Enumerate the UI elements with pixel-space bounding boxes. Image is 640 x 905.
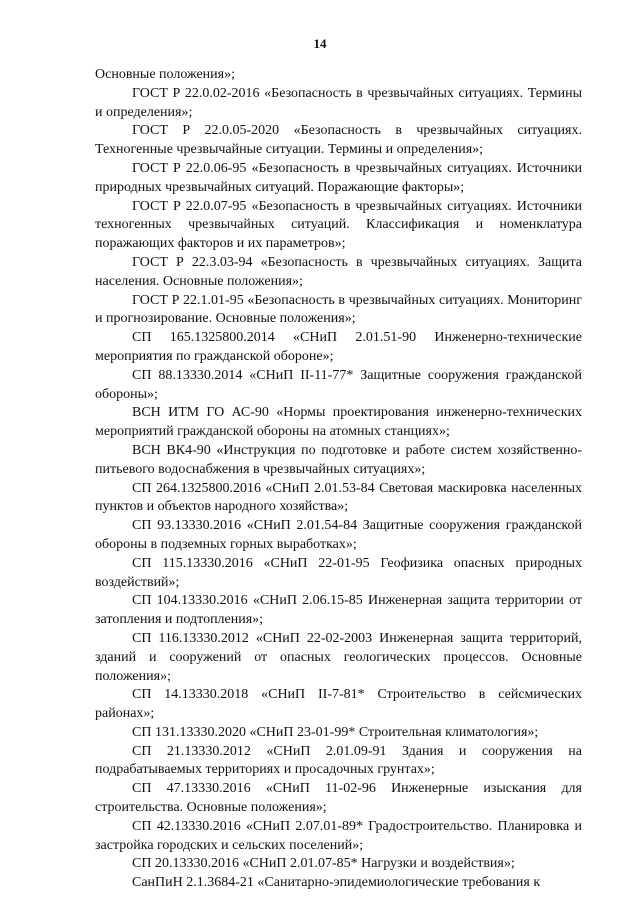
paragraph: СП 93.13330.2016 «СНиП 2.01.54-84 Защитные сооружения гражданской обороны в подземных горных выработках»; xyxy=(95,518,582,552)
paragraph: СП 21.13330.2012 «СНиП 2.01.09-91 Здания и сооружения на подрабатываемых территориях и просадочных грунтах»; xyxy=(95,743,582,778)
paragraph: СП 115.13330.2016 «СНиП 22-01-95 Геофизика опасных природных воздействий»; xyxy=(95,555,582,590)
paragraph: ВСН ВК4-90 «Инструкция по подготовке и работе систем хозяйственно-питьевого водоснабжения в чрезвычайных ситуациях»; xyxy=(95,442,582,477)
paragraph: ГОСТ Р 22.3.03-94 «Безопасность в чрезвычайных ситуациях. Защита населения. Основные положения»; xyxy=(95,254,582,289)
paragraph: СП 104.13330.2016 «СНиП 2.06.15-85 Инженерная защита территории от затопления и подтопления»; xyxy=(95,593,582,628)
paragraph: СП 47.13330.2016 «СНиП 11-02-96 Инженерные изыскания для строительства. Основные положения»; xyxy=(95,781,582,816)
paragraph: ГОСТ Р 22.1.01-95 «Безопасность в чрезвычайных ситуациях. Мониторинг и прогнозирование. Основные положения»; xyxy=(95,292,582,327)
paragraph: СП 20.13330.2016 «СНиП 2.01.07-85* Нагрузки и воздействия»; xyxy=(132,856,515,872)
paragraph: СП 88.13330.2014 «СНиП II-11-77* Защитные сооружения гражданской обороны»; xyxy=(95,367,582,402)
paragraph: ВСН ИТМ ГО АС-90 «Нормы проектирования инженерно-технических мероприятий гражданской обороны на атомных станциях»; xyxy=(95,405,582,440)
paragraph: ГОСТ Р 22.0.06-95 «Безопасность в чрезвычайных ситуациях. Источники природных чрезвычайных ситуаций. Поражающие факторы»; xyxy=(95,160,582,195)
paragraph: СП 264.1325800.2016 «СНиП 2.01.53-84 Световая маскировка населенных пунктов и объектов народного хозяйства»; xyxy=(95,480,582,515)
paragraph: СП 42.13330.2016 «СНиП 2.07.01-89* Градостроительство. Планировка и застройка городских и сельских поселений»; xyxy=(95,818,582,853)
paragraph: СП 116.13330.2012 «СНиП 22-02-2003 Инженерная защита территорий, зданий и сооружений от опасных геологических процессов. Основные положения»; xyxy=(95,630,582,684)
paragraph: СП 131.13330.2020 «СНиП 23-01-99* Строительная климатология»; xyxy=(132,724,539,740)
document-body xyxy=(95,66,582,893)
paragraph: ГОСТ Р 22.0.07-95 «Безопасность в чрезвычайных ситуациях. Источники техногенных чрезвычайных ситуаций. Классификация и номенклатура поражающих факторов и их параметров»; xyxy=(95,198,582,252)
paragraph: ГОСТ Р 22.0.02-2016 «Безопасность в чрезвычайных ситуациях. Термины и определения»; xyxy=(95,85,582,120)
paragraph: СП 14.13330.2018 «СНиП II-7-81* Строительство в сейсмических районах»; xyxy=(95,687,582,722)
paragraph: Основные положения»; xyxy=(95,67,235,82)
page-number: 14 xyxy=(313,36,327,51)
paragraph: СП 165.1325800.2014 «СНиП 2.01.51-90 Инженерно-технические мероприятия по гражданской обороне»; xyxy=(95,330,582,364)
paragraph: ГОСТ Р 22.0.05-2020 «Безопасность в чрезвычайных ситуациях. Техногенные чрезвычайные ситуации. Термины и определения»; xyxy=(95,123,582,158)
paragraph: СанПиН 2.1.3684-21 «Санитарно-эпидемиологические требования к xyxy=(132,875,541,891)
